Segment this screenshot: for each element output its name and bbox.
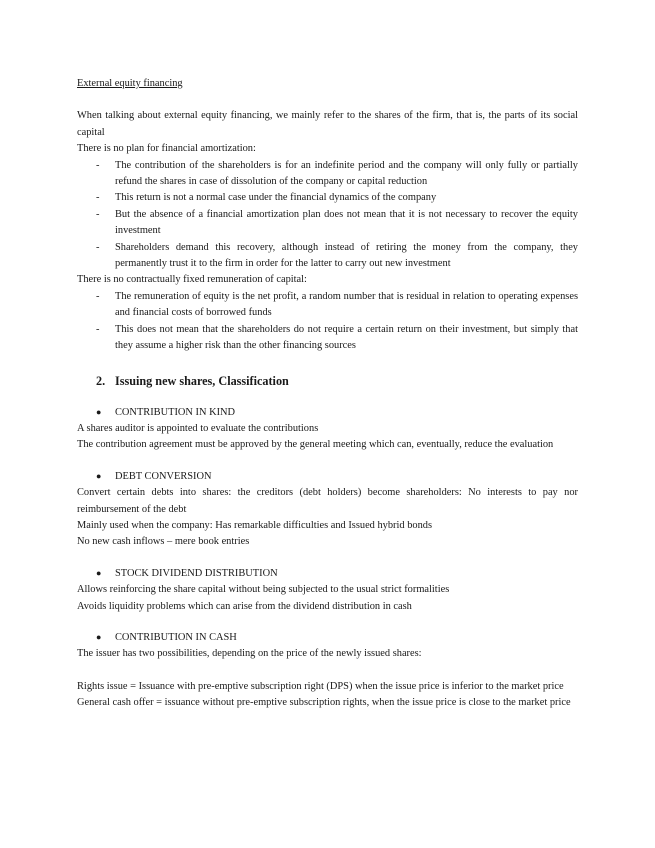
cash-option: Rights issue = Issuance with pre-emptive subscription right (DPS) when the issue price is inferior to the market price: [77, 680, 564, 692]
stock-heading: ● STOCK DIVIDEND DISTRIBUTION: [77, 565, 578, 582]
cash-option: General cash offer = issuance without pre-emptive subscription rights, when the issue price is close to the market price: [77, 697, 571, 709]
list-item: - But the absence of a financial amortization plan does not mean that it is not necessary to recover the equity investment: [96, 208, 578, 237]
list-item: - The remuneration of equity is the net profit, a random number that is residual in relation to operating expenses and financial costs of borrowed funds: [96, 290, 578, 319]
remuneration-lead: There is no contractually fixed remuneration of capital:: [77, 274, 307, 286]
section-title: External equity financing: [77, 78, 183, 89]
list-item: - The contribution of the shareholders is for an indefinite period and the company will only fully or partially refund the shares in case of dissolution of the company or capital reduction: [96, 159, 578, 188]
debt-heading: ● DEBT CONVERSION: [77, 468, 578, 485]
bullet-icon: ●: [96, 567, 102, 578]
kind-heading: ● CONTRIBUTION IN KIND: [77, 404, 578, 421]
amortization-lead: There is no plan for financial amortization:: [77, 143, 256, 155]
kind-line: The contribution agreement must be approved by the general meeting which can, eventually, reduce the evaluation: [77, 439, 554, 451]
stock-line: Allows reinforcing the share capital without being subjected to the usual strict formalities: [77, 584, 450, 596]
cash-line: The issuer has two possibilities, depending on the price of the newly issued shares:: [77, 648, 422, 660]
amortization-list: [77, 158, 578, 273]
list-item: - This return is not a normal case under the financial dynamics of the company: [96, 192, 437, 204]
section-number: 2.: [96, 373, 106, 388]
list-item: - This does not mean that the shareholders do not require a certain return on their investment, but simply that they assume a higher risk than the other financing sources: [96, 323, 578, 352]
cash-heading: ● CONTRIBUTION IN CASH: [77, 629, 578, 646]
remuneration-list: [77, 289, 578, 355]
section-heading-text: Issuing new shares, Classification: [115, 373, 289, 388]
bullet-icon: ●: [96, 631, 102, 642]
document-content: [77, 76, 578, 712]
bullet-icon: ●: [96, 406, 102, 417]
debt-line: Convert certain debts into shares: the creditors (debt holders) become shareholders: No interests to pay nor reimbursement of the debt: [77, 487, 578, 515]
section-2-heading: [77, 372, 578, 390]
debt-line: No new cash inflows – mere book entries: [77, 536, 250, 548]
debt-line: Mainly used when the company: Has remarkable difficulties and Issued hybrid bonds: [77, 519, 433, 531]
kind-line: A shares auditor is appointed to evaluate the contributions: [77, 422, 319, 434]
stock-line: Avoids liquidity problems which can arise from the dividend distribution in cash: [77, 600, 412, 612]
list-item: - Shareholders demand this recovery, although instead of retiring the money from the company, they permanently trust it to the firm in order for the latter to carry out new investment: [96, 241, 578, 270]
bullet-icon: ●: [96, 470, 102, 481]
intro-paragraph: When talking about external equity financing, we mainly refer to the shares of the firm, that is, the parts of its social capital: [77, 110, 578, 138]
